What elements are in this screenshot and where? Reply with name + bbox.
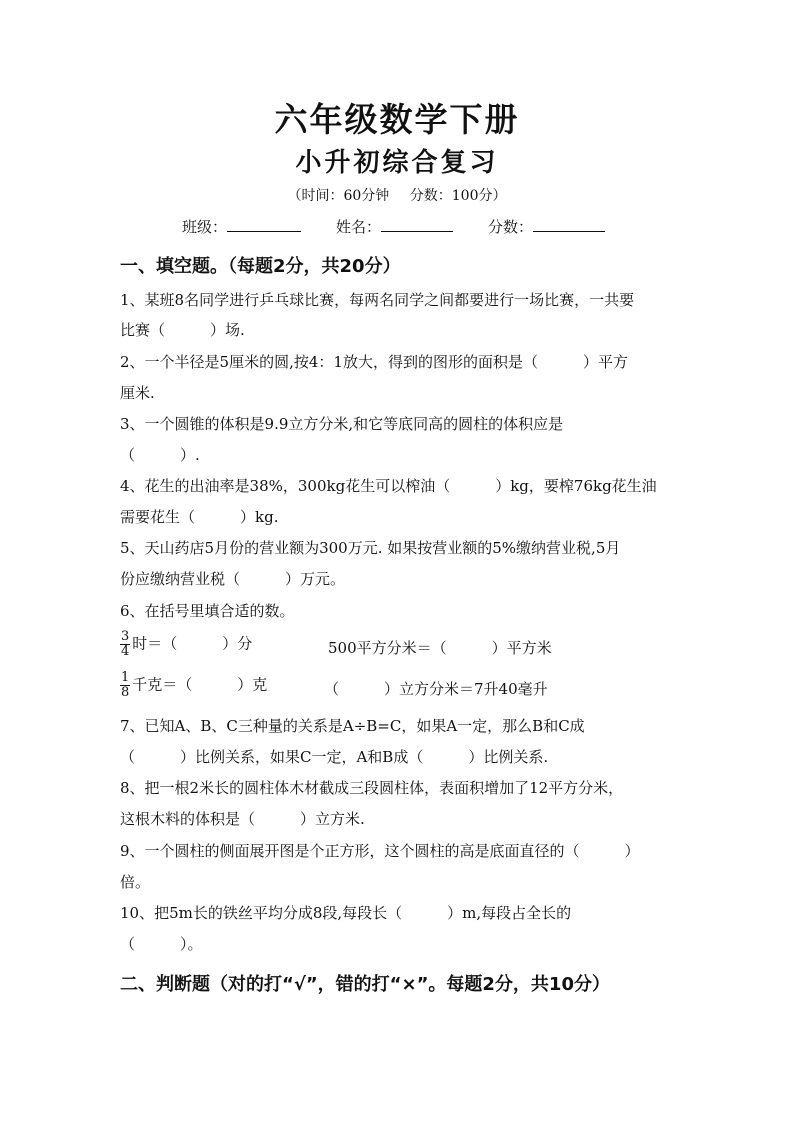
question-line: 1、某班8名同学进行乒乓球比赛，每两名同学之间都要进行一场比赛，一共要: [120, 291, 635, 309]
question-line: 6、在括号里填合适的数。: [120, 602, 295, 620]
q6-row-1-b: 500平方分米＝（ ）平方米: [328, 639, 552, 657]
score-blank[interactable]: [533, 217, 605, 232]
section-2-heading: 二、判断题（对的打“√”，错的打“×”。每题2分，共10分）: [120, 974, 610, 995]
name-field[interactable]: [336, 216, 453, 237]
question-line: （ ）.: [120, 446, 200, 464]
question-line: 倍。: [120, 873, 151, 891]
class-blank[interactable]: [227, 217, 301, 232]
q6-row-2-b: （ ）立方分米＝7升40毫升: [324, 680, 548, 698]
question-line: 9、一个圆柱的侧面展开图是个正方形，这个圆柱的高是底面直径的（ ）: [120, 842, 640, 860]
fraction-1-8: [120, 671, 130, 700]
class-field[interactable]: [182, 216, 301, 237]
fraction-denominator: 4: [121, 644, 130, 659]
section-1-heading: 一、填空题。（每题2分，共20分）: [120, 256, 401, 277]
question-line: 7、已知A、B、C三种量的关系是A÷B=C，如果A一定，那么B和C成: [120, 717, 585, 735]
fraction-numerator: 3: [121, 629, 130, 644]
question-line: 4、花生的出油率是38%，300kg花生可以榨油（ ）kg，要榨76kg花生油: [120, 477, 657, 495]
score-field[interactable]: [488, 216, 605, 237]
question-line: 份应缴纳营业税（ ）万元。: [120, 570, 346, 588]
class-label: 班级：: [182, 218, 228, 236]
score-info: 分数：100分）: [409, 188, 507, 204]
exam-meta: [0, 185, 794, 205]
name-blank[interactable]: [381, 217, 453, 232]
fraction-3-4: [120, 630, 130, 659]
time-info: （时间：60分钟: [287, 188, 390, 204]
question-line: （ ）。: [120, 935, 203, 953]
question-line: 厘米.: [120, 384, 155, 402]
question-line: 8、把一根2米长的圆柱体木材截成三段圆柱体，表面积增加了12平方分米，: [120, 779, 624, 797]
score-label: 分数：: [488, 218, 534, 236]
question-line: （ ）比例关系，如果C一定，A和B成（ ）比例关系.: [120, 748, 549, 766]
question-line: 2、一个半径是5厘米的圆,按4：1放大，得到的图形的面积是（ ）平方: [120, 353, 628, 371]
question-line: 需要花生（ ）kg.: [120, 508, 279, 526]
question-line: 比赛（ ）场.: [120, 321, 245, 339]
question-line: 10、把5m长的铁丝平均分成8段,每段长（ ）m,每段占全长的: [120, 904, 572, 922]
question-line: 5、天山药店5月份的营业额为300万元. 如果按营业额的5%缴纳营业税,5月: [120, 539, 621, 557]
q6-row-1-a: 时＝（ ）分: [132, 634, 253, 653]
question-line: 3、一个圆锥的体积是9.9立方分米,和它等底同高的圆柱的体积应是: [120, 415, 564, 433]
question-line: 这根木料的体积是（ ）立方米.: [120, 810, 365, 828]
exam-subtitle: 小升初综合复习: [295, 148, 499, 178]
q6-row-1: [120, 630, 252, 659]
fraction-numerator: 1: [121, 670, 130, 685]
fraction-denominator: 8: [121, 685, 130, 700]
q6-row-2: [120, 671, 267, 700]
q6-row-2-a: 千克＝（ ）克: [132, 675, 268, 694]
exam-title: 六年级数学下册: [274, 100, 520, 139]
name-label: 姓名：: [336, 218, 382, 236]
